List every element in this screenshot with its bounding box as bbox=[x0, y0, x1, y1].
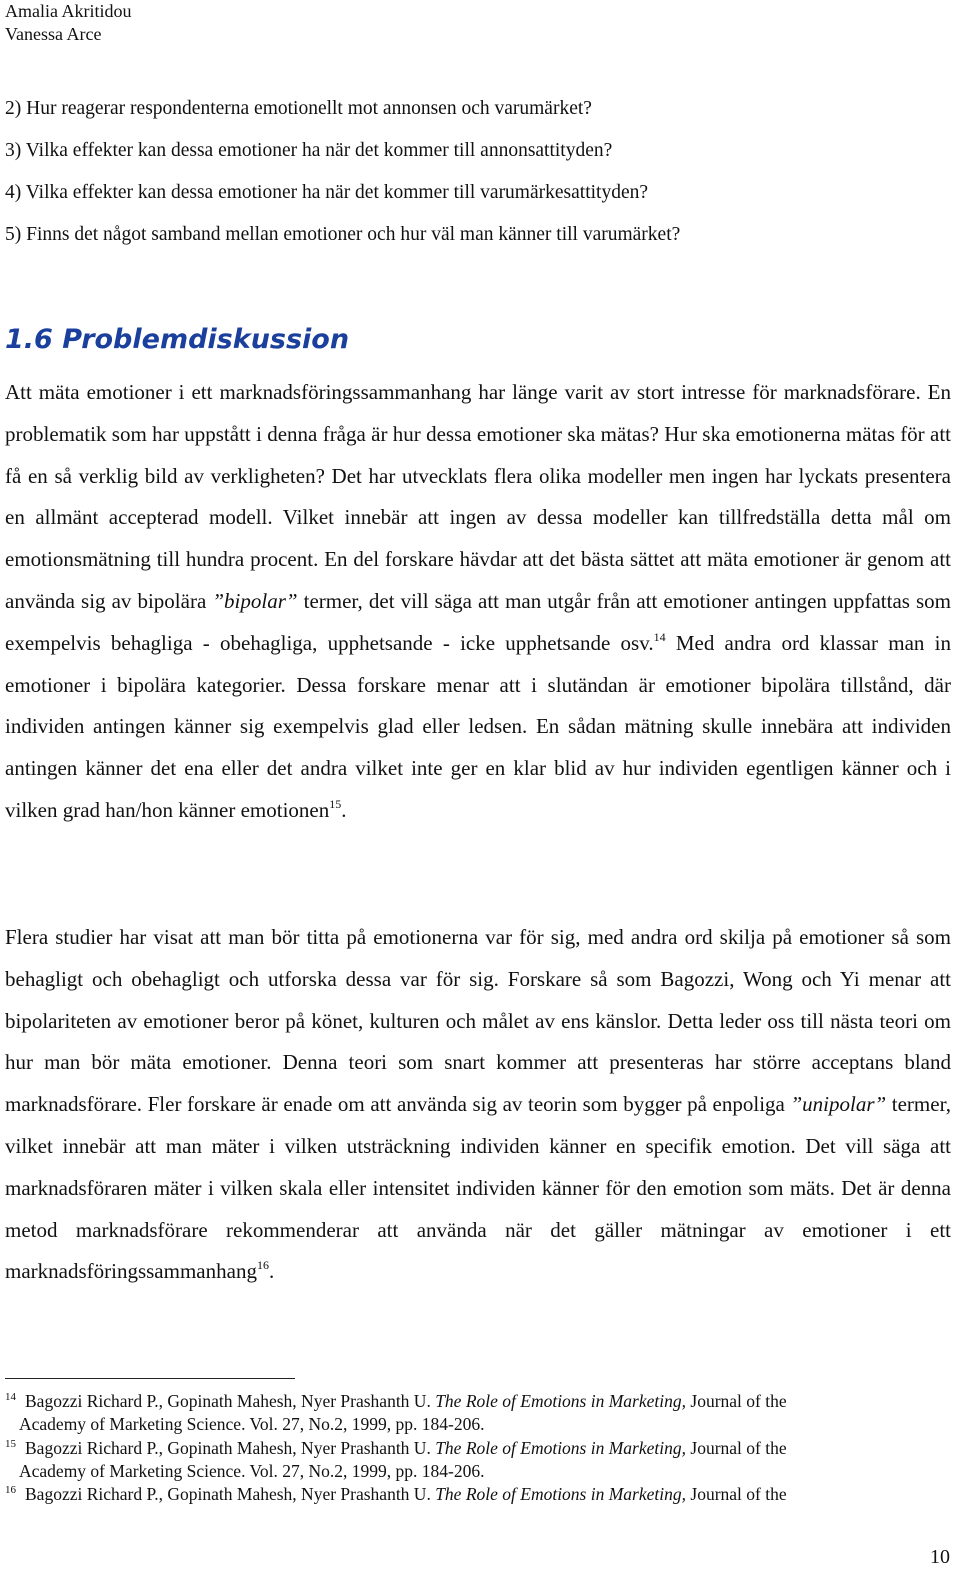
paragraph-text: Flera studier har visat att man bör titta på emotionerna var för sig, med andra ord skilja på emotioner så som behagligt och obehagligt och utforska dessa var för sig. Forskare så som Bagozzi, Wong och Yi menar att bipolariteten av emotioner beror på könet, kulturen och målet av ens känslor. Detta leder oss till nästa teori om hur man bör mäta emotioner. Denna teori som snart kommer att presenteras har större acceptans bland marknadsförare. Fler forskare är enade om att använda sig av teorin som bygger på enpoliga bbox=[5, 925, 951, 1117]
question-item: 2) Hur reagerar respondenterna emotionellt mot annonsen och varumärket? bbox=[5, 98, 592, 119]
body-paragraph bbox=[5, 917, 951, 1293]
author-name: Amalia Akritidou bbox=[5, 1, 132, 21]
footnote-authors: Bagozzi Richard P., Gopinath Mahesh, Nyer Prashanth U. bbox=[25, 1391, 436, 1411]
footnote-title: The Role of Emotions in Marketing, bbox=[435, 1484, 687, 1505]
paragraph-text: Med andra ord klassar man in emotioner i bipolära kategorier. Dessa forskare menar att i slutändan är emotioner bipolära tillstånd, där individen antingen känner sig exempelvis glad eller ledsen. En sådan mätning skulle innebära att individen antingen känner det ena eller det andra vilket inte ger en klar blid av hur individen egentligen känner och i vilken grad han/hon känner emotionen bbox=[5, 630, 951, 822]
question-item: 5) Finns det något samband mellan emotioner och hur väl man känner till varumärket? bbox=[5, 224, 681, 245]
page-header bbox=[5, 0, 131, 46]
footnote: 16 Bagozzi Richard P., Gopinath Mahesh, Nyer Prashanth U. The Role of Emotions in Marketing, Journal of the bbox=[5, 1484, 787, 1505]
footnote-authors: Bagozzi Richard P., Gopinath Mahesh, Nyer Prashanth U. bbox=[25, 1484, 436, 1505]
italic-term: ”bipolar” bbox=[212, 588, 298, 613]
paragraph-text: termer, vilket innebär att man mäter i vilken utsträckning individen känner en specifik emotion. Det vill säga att marknadsföraren mäter i vilken skala eller intensitet individen känner för den emotion som mäts. Det är denna metod marknadsförare rekommenderar att använda när det gäller mätningar av emotioner i ett marknadsföringssammanhang bbox=[5, 1092, 951, 1284]
footnote-reference[interactable]: 16 bbox=[256, 1258, 269, 1273]
footnote-journal: Journal of the bbox=[686, 1437, 787, 1458]
footnote-title: The Role of Emotions in Marketing, bbox=[435, 1391, 687, 1411]
body-paragraph bbox=[5, 372, 951, 832]
footnote-authors: Bagozzi Richard P., Gopinath Mahesh, Nyer Prashanth U. bbox=[25, 1437, 436, 1458]
paragraph-text: . bbox=[268, 1259, 275, 1284]
question-item: 4) Vilka effekter kan dessa emotioner ha när det kommer till varumärkesattityden? bbox=[5, 182, 649, 203]
footnote: 15 Bagozzi Richard P., Gopinath Mahesh, Nyer Prashanth U. The Role of Emotions in Marketing, Journal of the Academy of Marketing Science. Vol. 27, No.2, 1999, pp. 184-206. bbox=[5, 1437, 951, 1484]
question-item: 3) Vilka effekter kan dessa emotioner ha när det kommer till annonsattityden? bbox=[5, 140, 613, 161]
footnote: 14 Bagozzi Richard P., Gopinath Mahesh, Nyer Prashanth U. The Role of Emotions in Marketing, Journal of the Academy of Marketing Science. Vol. 27, No.2, 1999, pp. 184-206. bbox=[5, 1390, 951, 1437]
author-name: Vanessa Arce bbox=[5, 24, 102, 44]
paragraph-text: Att mäta emotioner i ett marknadsföringssammanhang har länge varit av stort intresse för marknadsförare. En problematik som har uppstått i denna fråga är hur dessa emotioner ska mätas? Hur ska emotionerna mätas för att få en så verklig bild av verkligheten? Det har utvecklats flera olika modeller men ingen har lyckats presentera en allmänt accepterad modell. Vilket innebär att ingen av dessa modeller kan tillfredställa detta mål om emotionsmätning till hundra procent. En del forskare hävdar att det bästa sättet att mäta emotioner är genom att använda sig av bipolära bbox=[5, 380, 951, 613]
research-questions bbox=[5, 88, 950, 256]
page-number: 10 bbox=[930, 1546, 950, 1568]
footnote-divider bbox=[5, 1378, 295, 1379]
footnote-title: The Role of Emotions in Marketing, bbox=[435, 1437, 687, 1458]
italic-term: ”unipolar” bbox=[790, 1092, 887, 1117]
footnote-reference[interactable]: 14 bbox=[653, 629, 666, 644]
footnote-journal: Journal of the bbox=[686, 1391, 787, 1411]
paragraph-text: termer, det vill säga att man utgår från att emotioner antingen uppfattas som exempelvis behagliga - obehagliga, upphetsande - icke upphetsande osv. bbox=[5, 588, 952, 655]
section-heading: 1.6 Problemdiskussion bbox=[5, 324, 350, 355]
footnote-journal: Journal of the bbox=[686, 1484, 787, 1505]
footnote-continuation: Academy of Marketing Science. Vol. 27, No.2, 1999, pp. 184-206. bbox=[19, 1460, 485, 1481]
paragraph-text: . bbox=[341, 797, 347, 822]
footnote-reference[interactable]: 15 bbox=[329, 796, 342, 811]
footnotes bbox=[5, 1390, 951, 1506]
footnote-continuation: Academy of Marketing Science. Vol. 27, No.2, 1999, pp. 184-206. bbox=[19, 1414, 485, 1435]
